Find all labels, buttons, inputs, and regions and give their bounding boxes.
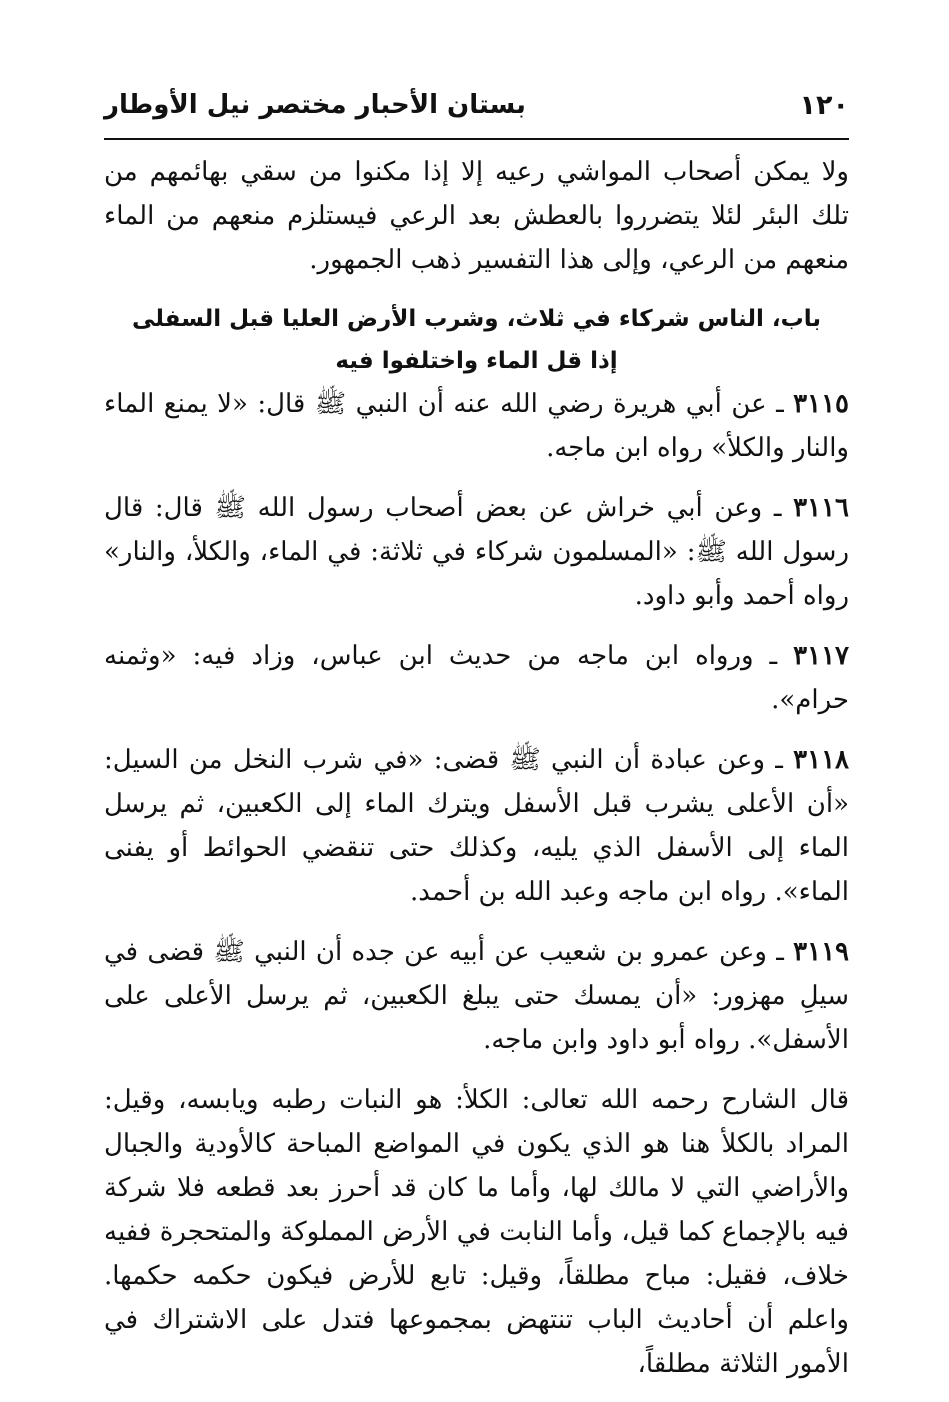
hadith-number: ٣١١٩ <box>793 937 849 967</box>
hadith-text: ـ ورواه ابن ماجه من حديث ابن عباس، وزاد فيه: «وثمنه حرام». <box>104 641 849 715</box>
hadith-text: ـ وعن عبادة أن النبي ﷺ قضى: «في شرب النخل من السيل: «أن الأعلى يشرب قبل الأسفل ويترك الماء إلى الكعبين، ثم يرسل الماء إلى الأسفل الذي يليه، وكذلك حتى تنقضي الحوائط أو يفنى الماء». رواه ابن ماجه وعبد الله بن أحمد. <box>104 745 849 907</box>
hadith-number: ٣١١٦ <box>793 493 849 523</box>
hadith-paragraph <box>104 486 849 618</box>
intro-paragraph: ولا يمكن أصحاب المواشي رعيه إلا إذا مكنوا من سقي بهائمهم من تلك البئر لئلا يتضرروا بالعطش بعد الرعي فيستلزم منعهم من الماء منعهم من الرعي، وإلى هذا التفسير ذهب الجمهور. <box>104 157 849 275</box>
chapter-heading <box>104 298 849 382</box>
hadith-number: ٣١١٥ <box>793 389 849 419</box>
hadith-text: ـ وعن أبي خراش عن بعض أصحاب رسول الله ﷺ قال: قال رسول الله ﷺ: «المسلمون شركاء في ثلاثة: في الماء، والكلأ، والنار» رواه أحمد وأبو داود. <box>104 493 849 611</box>
hadith-number: ٣١١٨ <box>793 745 849 775</box>
page-header <box>104 86 849 126</box>
running-title: بستان الأحبار مختصر نيل الأوطار <box>104 90 526 120</box>
chapter-heading-line-2: إذا قل الماء واختلفوا فيه <box>335 348 618 374</box>
hadith-paragraph <box>104 634 849 722</box>
header-divider <box>104 138 849 140</box>
chapter-heading-line-1: باب، الناس شركاء في ثلاث، وشرب الأرض العليا قبل السفلى <box>131 306 821 332</box>
hadith-number: ٣١١٧ <box>793 641 849 671</box>
page-body <box>104 150 849 1402</box>
hadith-text: ـ وعن عمرو بن شعيب عن أبيه عن جده أن النبي ﷺ قضى في سيلِ مهزور: «أن يمسك حتى يبلغ الكعبين، ثم يرسل الأعلى على الأسفل». رواه أبو داود وابن ماجه. <box>104 937 849 1055</box>
page-number: ١٢٠ <box>799 90 849 121</box>
hadith-text: ـ عن أبي هريرة رضي الله عنه أن النبي ﷺ قال: «لا يمنع الماء والنار والكلأ» رواه ابن ماجه. <box>104 389 849 463</box>
hadith-paragraph <box>104 930 849 1062</box>
hadith-paragraph <box>104 738 849 914</box>
commentary-paragraph: قال الشارح رحمه الله تعالى: الكلأ: هو النبات رطبه ويابسه، وقيل: المراد بالكلأ هنا هو الذي يكون في المواضع المباحة كالأودية والجبال والأراضي التي لا مالك لها، وأما ما كان قد أحرز بعد قطعه فلا شركة فيه بالإجماع كما قيل، وأما النابت في الأرض المملوكة والمتحجرة ففيه خلاف، فقيل: مباح مطلقاً، وقيل: تابع للأرض فيكون حكمه حكمها. واعلم أن أحاديث الباب تنتهض بمجموعها فتدل على الاشتراك في الأمور الثلاثة مطلقاً، <box>104 1085 849 1379</box>
hadith-paragraph <box>104 382 849 470</box>
